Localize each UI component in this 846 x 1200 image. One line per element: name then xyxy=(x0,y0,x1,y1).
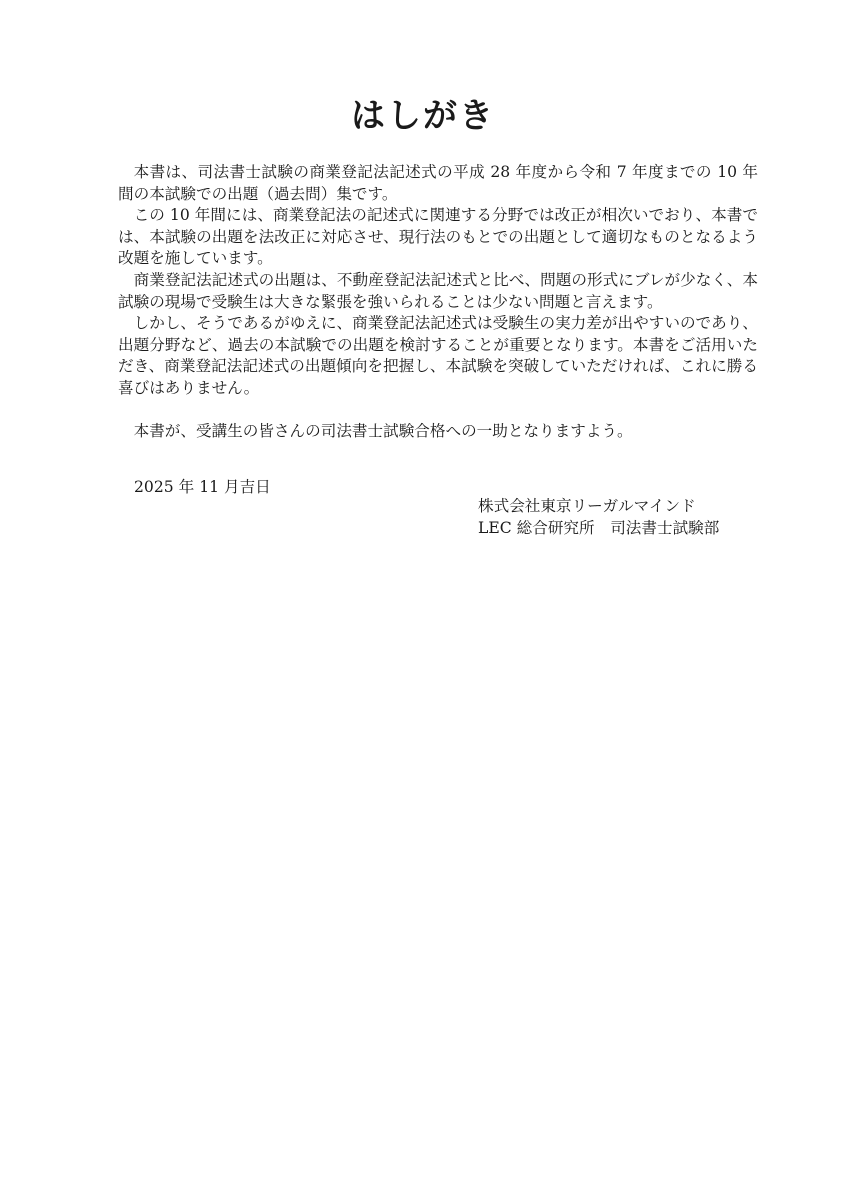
signature-block xyxy=(478,496,719,539)
paragraph-1: 本書は、司法書士試験の商業登記法記述式の平成 28 年度から令和 7 年度までの 10 年間の本試験での出題（過去問）集です。 xyxy=(118,163,758,203)
date-line: 2025 年 11 月吉日 xyxy=(134,478,271,496)
closing-paragraph: 本書が、受講生の皆さんの司法書士試験合格への一助となりますよう。 xyxy=(133,422,633,441)
paragraph-3: 商業登記法記述式の出題は、不動産登記法記述式と比べ、問題の形式にブレが少なく、本試験の現場で受験生は大きな緊張を強いられることは少ない問題と言えます。 xyxy=(118,270,758,311)
company-name: 株式会社東京リーガルマインド xyxy=(478,497,696,515)
department-name: LEC 総合研究所 司法書士試験部 xyxy=(478,518,720,537)
page-title: はしがき xyxy=(351,96,495,136)
paragraph-2: この 10 年間には、商業登記法の記述式に関連する分野では改正が相次いでおり、本書では、本試験の出題を法改正に対応させ、現行法のもとでの出題として適切なものとなるよう改題を施しています。 xyxy=(118,206,758,268)
paragraph-4: しかし、そうであるがゆえに、商業登記法記述式は受験生の実力差が出やすいのであり、出題分野など、過去の本試験での出題を検討することが重要となります。本書をご活用いただき、商業登記法記述式の出題傾向を把握し、本試験を突破していただければ、これに勝る喜びはありません。 xyxy=(118,314,758,397)
preface-body xyxy=(118,162,758,443)
